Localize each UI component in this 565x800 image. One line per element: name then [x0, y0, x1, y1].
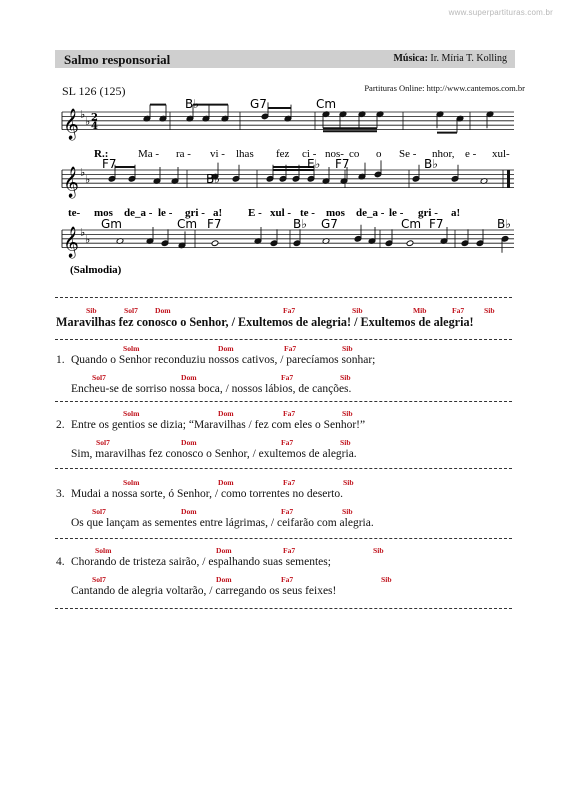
flat-sign: ♭ — [85, 172, 91, 186]
chord-label: Mib — [413, 306, 427, 315]
chord-label: Sol7 — [92, 373, 106, 382]
chord-label: Fa7 — [283, 546, 296, 555]
chord-label: Fa7 — [452, 306, 465, 315]
chord-label: Fa7 — [283, 409, 296, 418]
lyric-syllable: Se - — [399, 148, 417, 160]
chord-label: Sib — [381, 575, 392, 584]
verse-line: Os que lançam as sementes entre lágrimas, / ceifarão com alegria. — [71, 517, 374, 529]
flat-sign: ♭ — [80, 226, 86, 240]
verse-line: Entre os gentios se dizia; “Maravilhas / fez com eles o Senhor!” — [71, 419, 366, 431]
chord-label: Solm — [123, 344, 140, 353]
separator — [55, 538, 512, 539]
chord-label: Sib — [342, 409, 353, 418]
chord-label: Dom — [218, 344, 234, 353]
chord-label: Fa7 — [281, 575, 294, 584]
verse-line: Mudai a nossa sorte, ó Senhor, / como torrentes no deserto. — [71, 488, 343, 500]
score-chord: F7 — [335, 157, 350, 171]
lyric-syllable: xul - — [270, 207, 292, 219]
verse-number: 1. — [56, 354, 65, 366]
separator — [55, 468, 512, 469]
lyric-syllable: te- — [68, 207, 81, 219]
music-label: Música: — [393, 53, 428, 64]
lyric-syllable: e - — [465, 148, 477, 160]
score-chord: F7 — [429, 217, 444, 231]
salmodia-label: (Salmodia) — [70, 264, 122, 276]
verse-line: Chorando de tristeza sairão, / espalhando suas sementes; — [71, 556, 331, 568]
verse-line: Sim, maravilhas fez conosco o Senhor, / exultemos de alegria. — [71, 448, 357, 460]
music-author: Ir. Míria T. Kolling — [430, 53, 507, 64]
lyric-syllable: fez — [276, 148, 290, 160]
lyric-syllable: a! — [451, 207, 461, 219]
lyric-syllable: nhor, — [432, 148, 455, 160]
score-chord: E♭ — [307, 157, 321, 171]
chord-label: Sol7 — [92, 507, 106, 516]
page-title: Salmo responsorial — [64, 52, 171, 67]
lyric-syllable: co — [349, 148, 360, 160]
separator — [55, 608, 512, 609]
chord-label: Dom — [181, 438, 197, 447]
chord-label: Sol7 — [92, 575, 106, 584]
score-chord: F7 — [102, 157, 117, 171]
verse-line: Encheu-se de sorriso nossa boca, / nossos lábios, de canções. — [71, 383, 352, 395]
chord-label: Sib — [342, 344, 353, 353]
chord-label: Sol7 — [124, 306, 138, 315]
lyric-syllable: o — [376, 148, 382, 160]
chord-label: Sib — [484, 306, 495, 315]
lyric-syllable: le - — [389, 207, 404, 219]
score-chord: B♭ — [185, 97, 199, 111]
chord-label: Fa7 — [283, 306, 296, 315]
verse-line: Quando o Senhor reconduziu nossos cativos, / parecíamos sonhar; — [71, 354, 376, 366]
separator — [55, 297, 512, 298]
score-text — [68, 97, 511, 276]
note-head — [406, 240, 414, 247]
chord-label: Dom — [181, 507, 197, 516]
lyric-syllable: gri - — [185, 207, 205, 219]
lyric-syllable: mos — [326, 207, 345, 219]
partituras-online: Partituras Online: http://www.cantemos.com.br — [364, 83, 525, 93]
chord-label: Fa7 — [284, 344, 297, 353]
watermark: www.superpartituras.com.br — [448, 8, 553, 17]
treble-clef: 𝄞 — [63, 226, 79, 258]
chord-label: Solm — [123, 478, 140, 487]
score-chord: G7 — [250, 97, 267, 111]
separator — [55, 339, 512, 340]
lyric-syllable: te - — [300, 207, 315, 219]
chord-label: Sib — [340, 373, 351, 382]
time-sig-top: 2 — [91, 112, 98, 124]
chord-label: Sol7 — [96, 438, 110, 447]
flat-sign: ♭ — [80, 108, 86, 122]
lyric-syllable: vi - — [210, 148, 225, 160]
separator — [55, 401, 512, 402]
final-barline — [507, 170, 510, 188]
lyric-syllable: mos — [94, 207, 113, 219]
lyric-syllable: gri - — [418, 207, 438, 219]
refrain-text: Maravilhas fez conosco o Senhor, / Exultemos de alegria! / Exultemos de alegria! — [56, 315, 474, 329]
score-chord: Cm — [316, 97, 337, 111]
verse-line: Cantando de alegria voltarão, / carregando os seus feixes! — [71, 585, 337, 597]
score-chord: Gm — [101, 217, 122, 231]
score-chord: B♭ — [206, 172, 220, 186]
lyric-syllable: E - — [248, 207, 262, 219]
time-sig-bottom: 4 — [91, 121, 98, 133]
flat-sign: ♭ — [85, 232, 91, 246]
flat-sign: ♭ — [85, 114, 91, 128]
score-chord: B♭ — [293, 217, 307, 231]
score-chord: B♭ — [424, 157, 438, 171]
chord-label: Dom — [218, 478, 234, 487]
chord-label: Dom — [155, 306, 171, 315]
lyric-syllable: nos- — [325, 148, 344, 160]
chord-label: Fa7 — [281, 507, 294, 516]
chord-label: Fa7 — [281, 373, 294, 382]
chord-label: Sib — [343, 478, 354, 487]
chord-label: Fa7 — [283, 478, 296, 487]
lyric-syllable: de_a - — [356, 207, 385, 219]
flat-sign: ♭ — [80, 166, 86, 180]
chord-label: Fa7 — [281, 438, 294, 447]
treble-clef: 𝄞 — [63, 166, 79, 198]
chord-label: Solm — [95, 546, 112, 555]
verse-number: 2. — [56, 419, 65, 431]
score-chord: Cm — [177, 217, 198, 231]
psalm-reference: SL 126 (125) — [62, 84, 126, 98]
lyric-syllable: le - — [158, 207, 173, 219]
music-score — [0, 0, 565, 300]
score-chord: Cm — [401, 217, 422, 231]
staff-lines — [62, 108, 514, 259]
lyric-syllable: R.: — [94, 148, 109, 160]
chord-label: Sib — [86, 306, 97, 315]
lyric-syllable: ci - — [302, 148, 317, 160]
chord-label: Sib — [373, 546, 384, 555]
chord-label: Sib — [342, 507, 353, 516]
chord-label: Sib — [352, 306, 363, 315]
score-chord: G7 — [321, 217, 338, 231]
lyric-syllable: a! — [213, 207, 223, 219]
note-head — [211, 240, 219, 247]
chord-label: Dom — [181, 373, 197, 382]
lyric-syllable: ra - — [176, 148, 191, 160]
lyric-syllable: Ma - — [138, 148, 160, 160]
treble-clef: 𝄞 — [63, 108, 79, 140]
verse-number: 3. — [56, 488, 65, 500]
lyric-syllable: lhas — [236, 148, 254, 160]
chord-label: Sib — [340, 438, 351, 447]
lyric-syllable: xul- — [492, 148, 510, 160]
verse-number: 4. — [56, 556, 65, 568]
chord-label: Dom — [218, 409, 234, 418]
lyric-syllable: de_a - — [124, 207, 153, 219]
score-chord: F7 — [207, 217, 222, 231]
chord-label: Dom — [216, 575, 232, 584]
chord-label: Dom — [216, 546, 232, 555]
score-chord: B♭ — [497, 217, 511, 231]
chord-label: Solm — [123, 409, 140, 418]
